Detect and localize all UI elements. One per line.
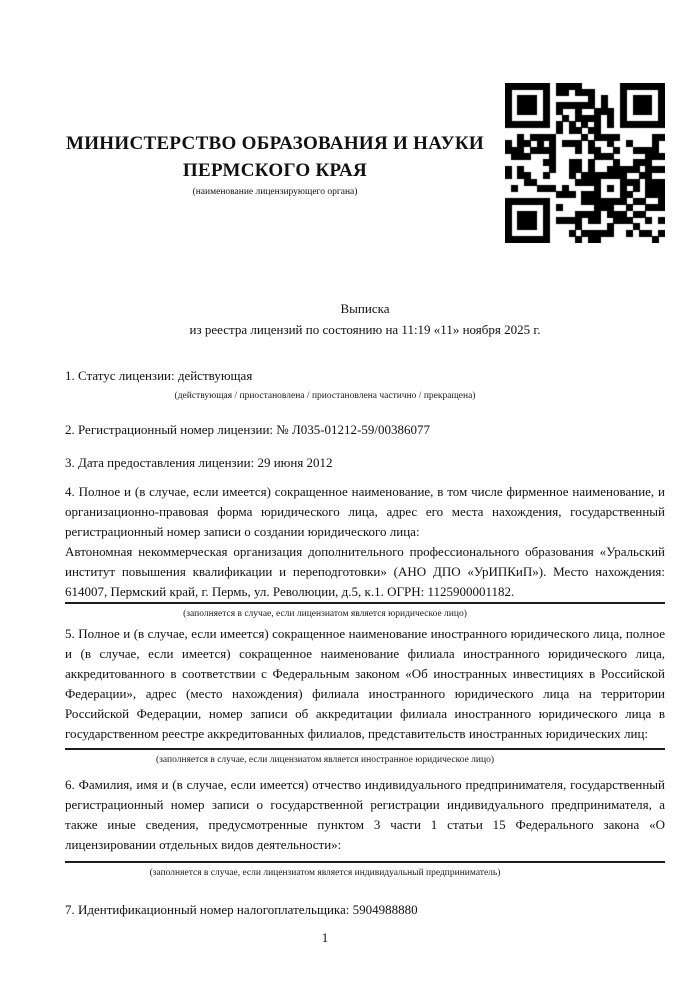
document-title — [65, 298, 665, 340]
field-taxpayer-number: 7. Идентификационный номер налогоплательщика: 5904988880 — [65, 902, 418, 917]
field-foreign-entity-question: 5. Полное и (в случае, если имеется) сокращенное наименование иностранного юридического лица, полное и (в случае, если имеется) сокращенное наименование филиала иностранного юридического лица, аккредитованного в соответствии с Федеральным законом «Об иностранных инвестициях в Российской Федерации», адрес (место нахождения) филиала иностранного юридического лица на территории Российской Федерации, номер записи об аккредитации филиала иностранного юридического лица в государственном реестре аккредитованных филиалов, представительств иностранных юридических лиц: — [65, 626, 665, 741]
field-license-status-caption: (действующая / приостановлена / приостановлена частично / прекращена) — [174, 391, 476, 401]
licensing-authority-name-line2: ПЕРМСКОГО КРАЯ — [182, 160, 368, 181]
field-grant-date: 3. Дата предоставления лицензии: 29 июня 2012 — [65, 455, 333, 470]
document-body — [65, 298, 665, 946]
page-number: 1 — [321, 930, 329, 945]
field-individual-entrepreneur-question: 6. Фамилия, имя и (в случае, если имеется) отчество индивидуального предпринимателя, государственный регистрационный номер записи о государственной регистрации индивидуального предпринимателя, а также иные сведения, предусмотренные пунктом 3 части 1 статьи 15 Федерального закона «О лицензировании отдельных видов деятельности»: — [65, 777, 665, 852]
field-individual-entrepreneur-caption: (заполняется в случае, если лицензиатом является индивидуальный предприниматель) — [149, 868, 501, 878]
document-title-line1: Выписка — [340, 301, 390, 316]
field-legal-entity-value: Автономная некоммерческая организация дополнительного профессионального образования «Уральский институт повышения квалификации и переподготовки» (АНО ДПО «УрИПКиП»). Место нахождения: 614007, Пермский край, г. Пермь, ул. Революции, д.5, к.1. ОГРН: 1125900001182. — [65, 544, 665, 599]
licensing-authority-name — [60, 130, 490, 184]
licensing-authority-name-line1: МИНИСТЕРСТВО ОБРАЗОВАНИЯ И НАУКИ — [65, 133, 485, 154]
field-legal-entity-caption: (заполняется в случае, если лицензиатом является юридическое лицо) — [183, 609, 467, 619]
document-title-line2: из реестра лицензий по состоянию на 11:19 «11» ноября 2025 г. — [189, 322, 541, 337]
fill-rule-individual-entrepreneur — [65, 861, 665, 863]
field-legal-entity-question: 4. Полное и (в случае, если имеется) сокращенное наименование, в том числе фирменное наименование, и организационно-правовая форма юридического лица, адрес его места нахождения, государственный регистрационный номер записи о создании юридического лица: — [65, 484, 665, 539]
fill-rule-foreign-entity — [65, 748, 665, 750]
field-license-status: 1. Статус лицензии: действующая — [65, 368, 253, 383]
field-foreign-entity-caption: (заполняется в случае, если лицензиатом является иностранное юридическое лицо) — [156, 755, 494, 765]
licensing-authority-header — [60, 0, 490, 198]
field-registration-number: 2. Регистрационный номер лицензии: № Л035-01212-59/00386077 — [65, 422, 431, 437]
licensing-authority-caption: (наименование лицензирующего органа) — [192, 187, 358, 197]
qr-code — [505, 83, 665, 243]
fill-rule-legal-entity — [65, 602, 665, 604]
